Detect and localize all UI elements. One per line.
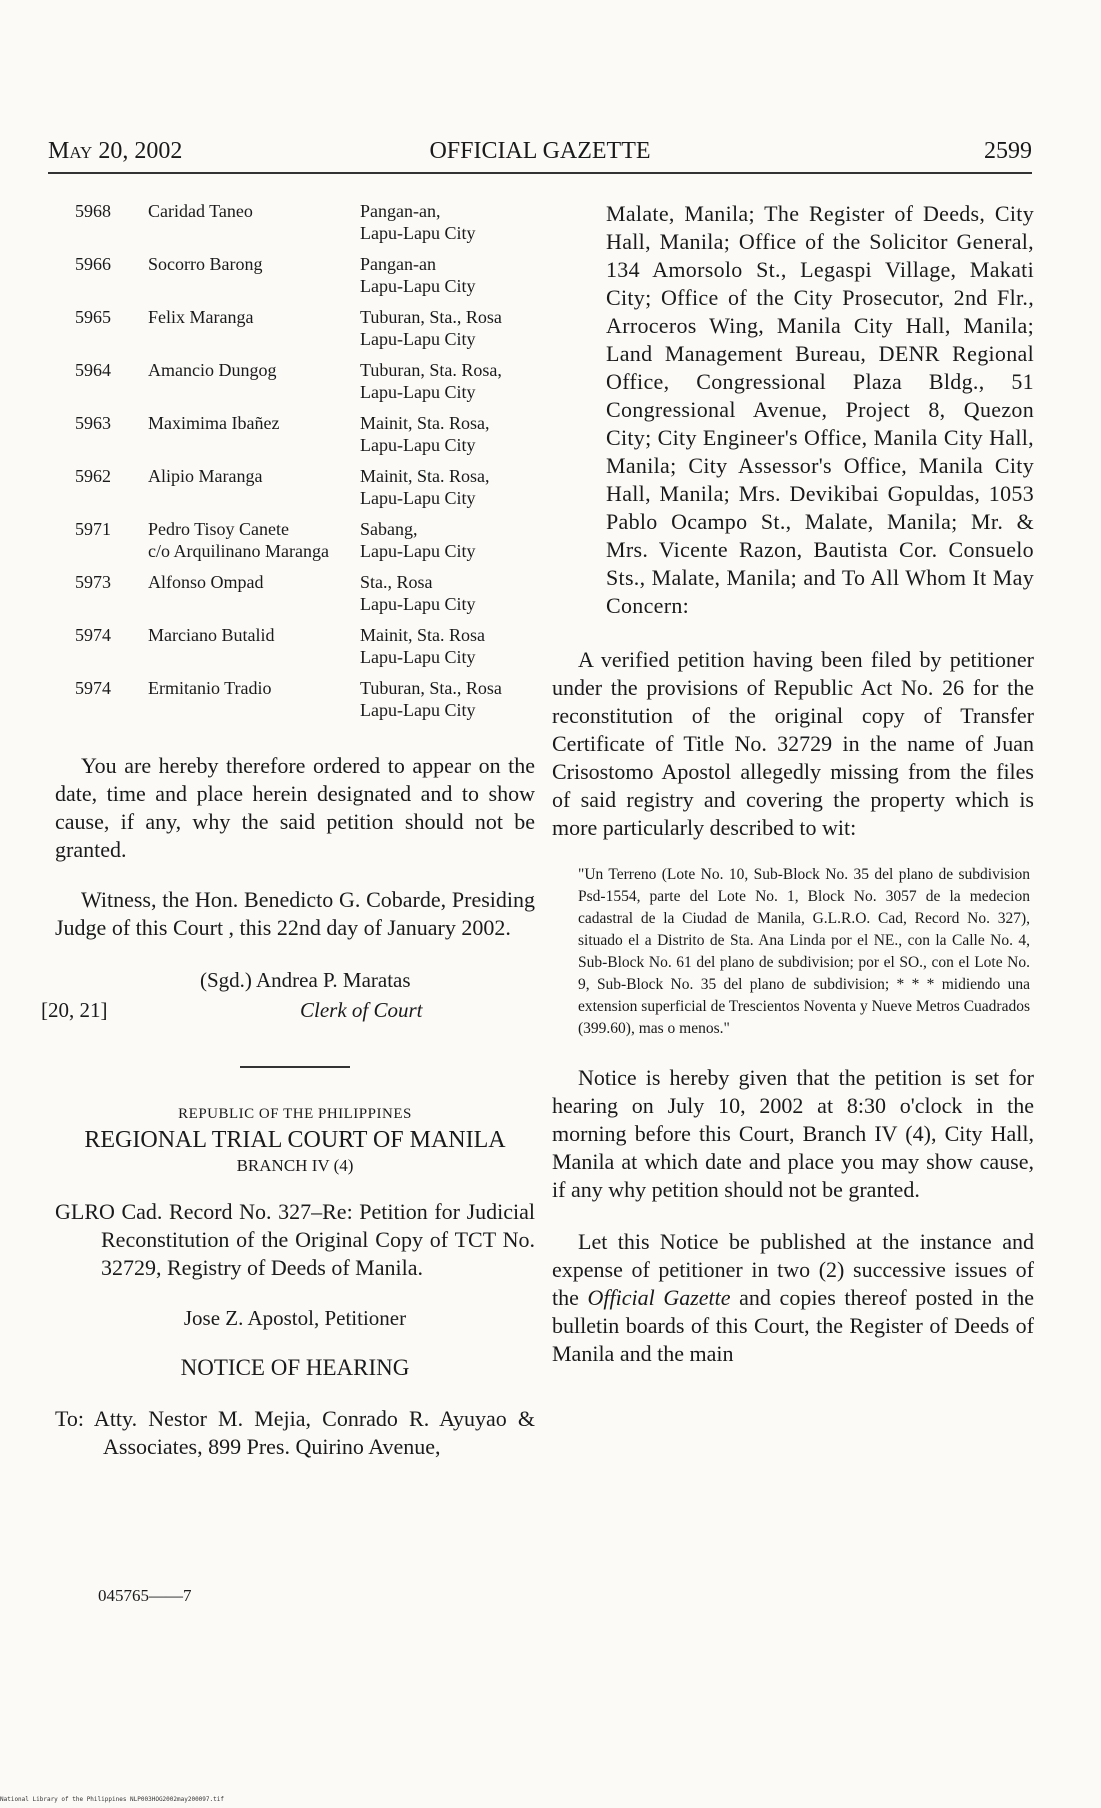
clerk-title: Clerk of Court (300, 998, 423, 1022)
roster-row (75, 200, 545, 253)
roster-name-cell (148, 571, 360, 624)
roster-number: 5974 (75, 625, 111, 645)
roster-city: Lapu-Lapu City (360, 541, 476, 561)
section-divider (240, 1066, 350, 1068)
roster-row (75, 412, 545, 465)
roster-address-cell (360, 518, 545, 571)
roster-name-cell (148, 465, 360, 518)
footer-code: 045765——7 (98, 1586, 192, 1605)
roster-address-line: Tuburan, Sta. Rosa, (360, 360, 502, 380)
roster-city: Lapu-Lapu City (360, 276, 476, 296)
roster-name-cell (148, 624, 360, 677)
roster-city: Lapu-Lapu City (360, 488, 476, 508)
roster-table (75, 200, 545, 730)
roster-address-cell (360, 200, 545, 253)
roster-address-cell (360, 359, 545, 412)
gazette-name: Official Gazette (587, 1285, 731, 1310)
roster-number: 5964 (75, 360, 111, 380)
roster-row (75, 624, 545, 677)
notice-title: NOTICE OF HEARING (180, 1355, 410, 1380)
witness-paragraph: Witness, the Hon. Benedicto G. Cobarde, Presiding Judge of this Court , this 22nd day of January 2002. (55, 887, 535, 940)
petitioner-line: Jose Z. Apostol, Petitioner (183, 1306, 407, 1330)
roster-number: 5968 (75, 201, 111, 221)
left-column (41, 200, 535, 1461)
roster-name: Alipio Maranga (148, 466, 263, 486)
roster-name: Alfonso Ompad (148, 572, 264, 592)
roster-address-cell (360, 624, 545, 677)
roster-city: Lapu-Lapu City (360, 594, 476, 614)
right-column (552, 200, 1034, 1368)
page-number: 2599 (984, 138, 1032, 164)
roster-name: Pedro Tisoy Canete (148, 519, 290, 539)
roster-number: 5962 (75, 466, 111, 486)
signature-block (41, 968, 535, 1034)
roster-address-line: Tuburan, Sta., Rosa (360, 307, 502, 327)
page-header (48, 136, 1032, 174)
roster-name: Felix Maranga (148, 307, 254, 327)
roster-city: Lapu-Lapu City (360, 647, 476, 667)
roster-row (75, 465, 545, 518)
roster-name: Caridad Taneo (148, 201, 253, 221)
roster-name: Marciano Butalid (148, 625, 275, 645)
roster-address-line: Pangan-an (360, 254, 436, 274)
roster-address-line: Mainit, Sta. Rosa, (360, 466, 490, 486)
scan-watermark: National Library of the Philippines NLP003HOG2002may200097.tif (0, 1796, 224, 1803)
roster-name: Amancio Dungog (148, 360, 277, 380)
roster-address-line: Tuburan, Sta., Rosa (360, 678, 502, 698)
roster-address-line: Mainit, Sta. Rosa (360, 625, 485, 645)
roster-number: 5971 (75, 519, 111, 539)
roster-name-cell (148, 677, 360, 730)
roster-city: Lapu-Lapu City (360, 700, 476, 720)
roster-row (75, 359, 545, 412)
roster-number: 5973 (75, 572, 111, 592)
roster-name-cell (148, 253, 360, 306)
publication-paragraph (552, 1228, 1034, 1368)
roster-number: 5974 (75, 678, 111, 698)
roster-address-cell (360, 677, 545, 730)
roster-row (75, 306, 545, 359)
case-caption: GLRO Cad. Record No. 327–Re: Petition for Judicial Reconstitution of the Original Copy of TCT No. 32729, Registry of Deeds of Manila. (55, 1199, 535, 1280)
roster-address-cell (360, 253, 545, 306)
roster-address-line: Pangan-an, (360, 201, 441, 221)
to-addressee: To: Atty. Nestor M. Mejia, Conrado R. Ayuyao & Associates, 899 Pres. Quirino Avenue, (55, 1406, 535, 1459)
branch-heading: BRANCH IV (4) (236, 1156, 354, 1175)
roster-name-cell (148, 412, 360, 465)
roster-row (75, 253, 545, 306)
publication-text-start: Let this Notice be published at the instance and expense of petitioner in two (2) successive issues of the (552, 1229, 1034, 1310)
roster-number: 5965 (75, 307, 111, 327)
issue-reference: [20, 21] (41, 998, 108, 1022)
roster-name-care-of: c/o Arquilinano Maranga (148, 541, 329, 561)
property-description-quote: "Un Terreno (Lote No. 10, Sub-Block No. 35 del plano de subdivision Psd-1554, parte del Lote No. 1, Block No. 3057 de la medecion cadastral de la Ciudad de Manila, G.L.R.O. Cad, Record No. 327), situado el a Distrito de Sta. Ana Linda por el NE., con la Calle No. 4, Sub-Block No. 61 del plano de subdivision; por el SO., con el Lote No. 9, Sub-Block No. 35 del plano de subdivision; * * * midiendo una extension superficial de Trescientos Noventa y Nueve Metros Cuadrados (399.60), mas o menos." (578, 866, 1030, 1037)
republic-heading: REPUBLIC OF THE PHILIPPINES (178, 1106, 412, 1122)
roster-name-cell (148, 306, 360, 359)
roster-address-cell (360, 412, 545, 465)
signed-by: (Sgd.) Andrea P. Maratas (200, 968, 411, 992)
roster-city: Lapu-Lapu City (360, 329, 476, 349)
roster-name-cell (148, 359, 360, 412)
roster-name: Ermitanio Tradio (148, 678, 272, 698)
hearing-notice-paragraph: Notice is hereby given that the petition is set for hearing on July 10, 2002 at 8:30 o'clock in the morning before this Court, Branch IV (4), City Hall, Manila at which date and place you may show cause, if any why petition should not be granted. (552, 1065, 1034, 1202)
roster-name: Socorro Barong (148, 254, 263, 274)
roster-address-line: Mainit, Sta. Rosa, (360, 413, 490, 433)
roster-name: Maximima Ibañez (148, 413, 280, 433)
roster-address-cell (360, 571, 545, 624)
order-paragraph: You are hereby therefore ordered to appear on the date, time and place herein designated and to show cause, if any, why the said petition should not be granted. (55, 753, 535, 862)
publication-text-end: and copies thereof posted in the bulletin boards of this Court, the Register of Deeds of Manila and the main (552, 1285, 1034, 1366)
issue-date: May 20, 2002 (48, 138, 183, 164)
roster-row (75, 571, 545, 624)
roster-address-cell (360, 465, 545, 518)
roster-name-cell (148, 200, 360, 253)
roster-row (75, 518, 545, 571)
roster-number: 5966 (75, 254, 111, 274)
roster-address-line: Sta., Rosa (360, 572, 433, 592)
roster-address-line: Sabang, (360, 519, 418, 539)
roster-row (75, 677, 545, 730)
roster-name-cell (148, 518, 360, 571)
addressee-list: Malate, Manila; The Register of Deeds, City Hall, Manila; Office of the Solicitor General, 134 Amorsolo St., Legaspi Village, Makati City; Office of the City Prosecutor, 2nd Flr., Arroceros Wing, Manila City Hall, Manila; Land Management Bureau, DENR Regional Office, Congressional Plaza Bldg., 51 Congressional Avenue, Project 8, Quezon City; City Engineer's Office, Manila City Hall, Manila; City Assessor's Office, Manila City Hall, Manila; Mrs. Devikibai Gopuldas, 1053 Pablo Ocampo St., Malate, Manila; Mr. & Mrs. Vicente Razon, Bautista Cor. Consuelo Sts., Malate, Manila; and To All Whom It May Concern: (606, 201, 1034, 618)
petition-paragraph: A verified petition having been filed by petitioner under the provisions of Republic Act No. 26 for the reconstitution of the original copy of Transfer Certificate of Title No. 32729 in the name of Juan Crisostomo Apostol allegedly missing from the files of said registry and covering the property which is more particularly described to wit: (552, 647, 1034, 840)
publication-title: OFFICIAL GAZETTE (429, 138, 651, 164)
roster-city: Lapu-Lapu City (360, 435, 476, 455)
court-heading: REGIONAL TRIAL COURT OF MANILA (84, 1127, 506, 1153)
roster-city: Lapu-Lapu City (360, 382, 476, 402)
roster-address-cell (360, 306, 545, 359)
roster-city: Lapu-Lapu City (360, 223, 476, 243)
roster-number: 5963 (75, 413, 111, 433)
